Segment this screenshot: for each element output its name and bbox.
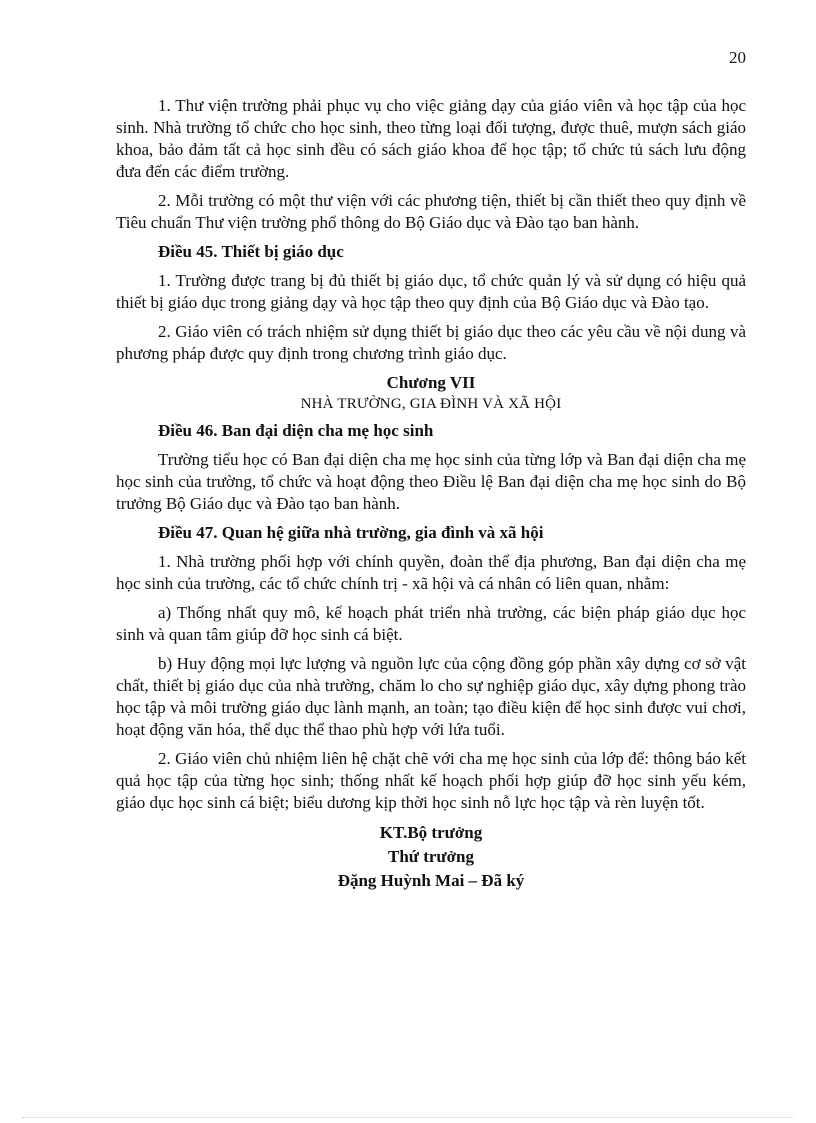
article-47-item-b: b) Huy động mọi lực lượng và nguồn lực của cộng đồng góp phần xây dựng cơ sở vật chất, thiết bị giáo dục của nhà trường, chăm lo cho sự nghiệp giáo dục, xây dựng phong trào học tập và môi trường giáo dục lành mạnh, an toàn; tạo điều kiện để học sinh được vui chơi, hoạt động văn hóa, thể dục thể thao phù hợp với lứa tuổi.	[116, 654, 746, 739]
article-47-item-a: a) Thống nhất quy mô, kế hoạch phát triển nhà trường, các biện pháp giáo dục học sinh và quan tâm giúp đỡ học sinh cá biệt.	[116, 603, 746, 644]
document-body	[116, 95, 746, 893]
article-45-paragraph-2: 2. Giáo viên có trách nhiệm sử dụng thiết bị giáo dục theo các yêu cầu về nội dung và phương pháp được quy định trong chương trình giáo dục.	[116, 322, 746, 363]
paragraph-library-2: 2. Mỗi trường có một thư viện với các phương tiện, thiết bị cần thiết theo quy định về Tiêu chuẩn Thư viện trường phổ thông do Bộ Giáo dục và Đào tạo ban hành.	[116, 191, 746, 232]
page-number: 20	[729, 48, 746, 67]
article-45-heading: Điều 45. Thiết bị giáo dục	[158, 242, 344, 261]
signature-block	[121, 821, 741, 893]
signature-name: Đặng Huỳnh Mai – Đã ký	[337, 871, 525, 890]
signature-position: Thứ trưởng	[387, 847, 475, 866]
chapter-title: Chương VII	[386, 373, 476, 392]
chapter-subtitle: NHÀ TRƯỜNG, GIA ĐÌNH VÀ XÃ HỘI	[300, 396, 562, 412]
article-47-paragraph-1: 1. Nhà trường phối hợp với chính quyền, đoàn thể địa phương, Ban đại diện cha mẹ học sinh của trường, các tổ chức chính trị - xã hội và cá nhân có liên quan, nhằm:	[116, 552, 746, 593]
article-47-heading: Điều 47. Quan hệ giữa nhà trường, gia đình và xã hội	[158, 523, 544, 542]
article-47-paragraph-2: 2. Giáo viên chủ nhiệm liên hệ chặt chẽ với cha mẹ học sinh của lớp để: thông báo kết quả học tập của từng học sinh; thống nhất kế hoạch phối hợp giúp đỡ học sinh yếu kém, giáo dục học sinh cá biệt; biểu dương kịp thời học sinh nỗ lực học tập và rèn luyện tốt.	[116, 749, 746, 812]
article-46-paragraph-1: Trường tiểu học có Ban đại diện cha mẹ học sinh của từng lớp và Ban đại diện cha mẹ học sinh của trường, tổ chức và hoạt động theo Điều lệ Ban đại diện cha mẹ học sinh do Bộ trưởng Bộ Giáo dục và Đào tạo ban hành.	[116, 450, 746, 513]
page-bottom-divider	[22, 1117, 794, 1118]
chapter-heading	[116, 372, 746, 414]
paragraph-library-1: 1. Thư viện trường phải phục vụ cho việc giảng dạy của giáo viên và học tập của học sinh. Nhà trường tổ chức cho học sinh, theo từng loại đối tượng, được thuê, mượn sách giáo khoa, bảo đảm tất cả học sinh đều có sách giáo khoa để học tập; tổ chức tủ sách lưu động đưa đến các điểm trường.	[116, 96, 746, 181]
article-45-paragraph-1: 1. Trường được trang bị đủ thiết bị giáo dục, tổ chức quản lý và sử dụng có hiệu quả thiết bị giáo dục trong giảng dạy và học tập theo quy định của Bộ Giáo dục và Đào tạo.	[116, 271, 746, 312]
signature-title: KT.Bộ trưởng	[379, 823, 483, 842]
article-46-heading: Điều 46. Ban đại diện cha mẹ học sinh	[158, 421, 434, 440]
